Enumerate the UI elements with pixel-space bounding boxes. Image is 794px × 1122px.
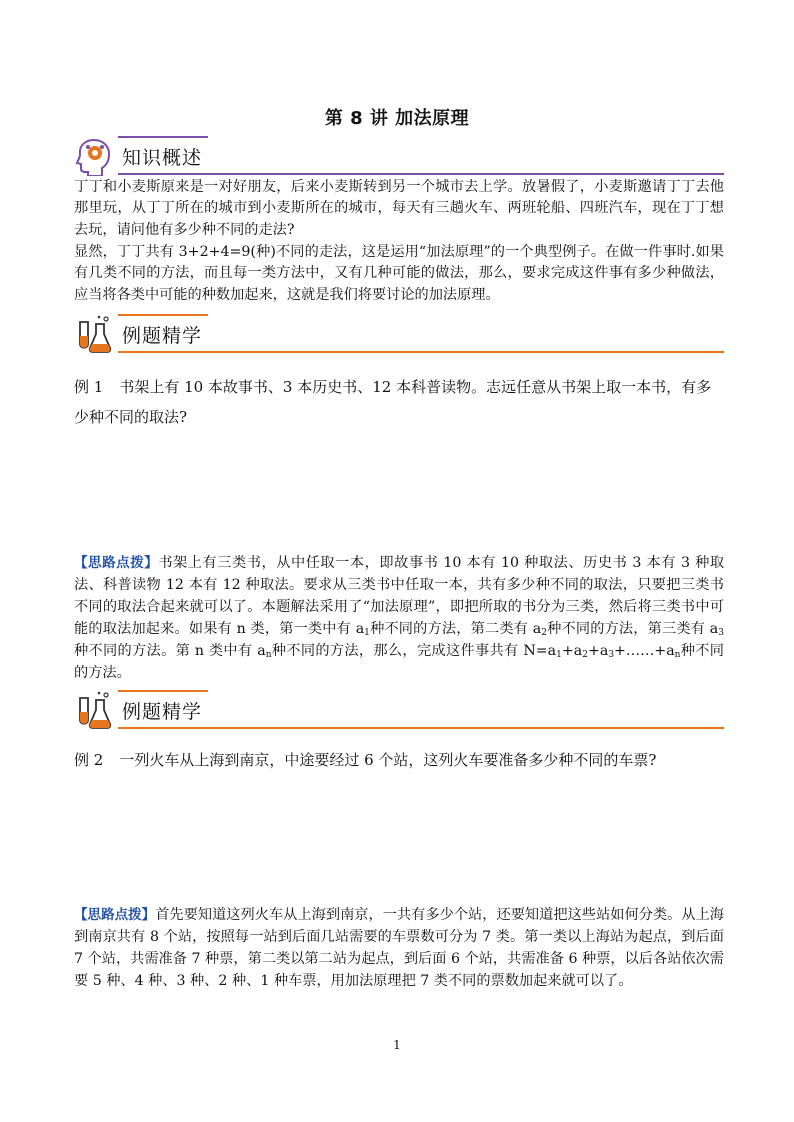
- example-number: 例 1: [74, 378, 104, 396]
- subscript: 1: [556, 650, 562, 660]
- section-label: 例题精学: [122, 325, 203, 347]
- lab-flask-icon: [74, 314, 112, 354]
- lab-flask-icon: [74, 690, 112, 730]
- hint-text: 种不同的方法，第三类有 a: [546, 621, 719, 637]
- brain-head-icon: [74, 136, 112, 176]
- hint-text: +a: [587, 643, 609, 659]
- subscript: 3: [718, 628, 724, 638]
- example-text: 书架上有 10 本故事书、3 本历史书、12 本科普读物。志远任意从书架上取一本书，有多少种不同的取法?: [74, 378, 712, 426]
- header-underline: [118, 351, 724, 353]
- hint-text: +a: [561, 643, 583, 659]
- hint-text: 种不同的方法。: [74, 643, 724, 681]
- hint-2: [74, 904, 724, 992]
- intro-paragraph-2: 显然，丁丁共有 3+2+4=9(种)不同的走法，这是运用“加法原理”的一个典型例子。在做一件事时.如果有几类不同的方法，而且每一类方法中，又有几种可能的做法，那么，要求完成这件事有多少种做法，应当将各类中可能的种数加起来，这就是我们将要讨论的加法原理。: [74, 244, 724, 303]
- hint-text: 种不同的方法。第 n 类中有 a: [74, 643, 266, 659]
- page-title: 第 8 讲 加法原理: [324, 108, 470, 129]
- subscript: 2: [582, 650, 588, 660]
- subscript: 3: [608, 650, 615, 660]
- section-label: 例题精学: [122, 701, 203, 723]
- header-top-line: [118, 136, 208, 138]
- header-underline: [118, 173, 724, 175]
- hint-text: 书架上有三类书，从中任取一本，即故事书 10 本有 10 种取法、历史书 3 本有 3 种取法、科普读物 12 本有 12 种取法。要求从三类书中任取一本，共有多少种不同的取法，只要把三类书不同的取法合起来就可以了。本题解法采用了“加法原理”，即把所取的书分为三类，然后将三类书中可能的取法加起来。如果有 n 类，第一类中有 a: [74, 555, 725, 637]
- section-label: 知识概述: [122, 147, 203, 169]
- intro-paragraph-1: 丁丁和小麦斯原来是一对好朋友，后来小麦斯转到另一个城市去上学。放暑假了，小麦斯邀请丁丁去他那里玩，从丁丁所在的城市到小麦斯所在的城市，每天有三趟火车、两班轮船、四班汽车，现在丁丁想去玩，请问他有多少种不同的走法?: [74, 179, 724, 238]
- header-underline: [118, 727, 724, 729]
- section-header-example-2: [74, 690, 724, 734]
- hint-tag: 【思路点拨】: [74, 555, 159, 571]
- example-number: 例 2: [74, 751, 104, 769]
- hint-text: +……+a: [614, 643, 675, 659]
- header-top-line: [118, 690, 208, 692]
- header-top-line: [118, 314, 208, 316]
- example-1: [74, 372, 724, 432]
- section-header-knowledge: [74, 136, 724, 180]
- subscript: n: [674, 650, 681, 660]
- page-number: 1: [393, 1038, 401, 1052]
- hint-1: [74, 552, 724, 684]
- hint-text: 种不同的方法，那么，完成这件事共有 N=a: [271, 643, 557, 659]
- section-header-example-1: [74, 314, 724, 358]
- hint-tag: 【思路点拨】: [74, 907, 156, 923]
- subscript: 1: [364, 628, 370, 638]
- hint-text: 种不同的方法，第二类有 a: [369, 621, 542, 637]
- hint-text: 首先要知道这列火车从上海到南京，一共有多少个站，还要知道把这些站如何分类。从上海到南京共有 8 个站，按照每一站到后面几站需要的车票数可分为 7 类。第一类以上海站为起点，到后面 7 个站，共需准备 7 种票，第二类以第二站为起点，到后面 6 个站，共需准备 6 种票，以后各站依次需要 5 种、4 种、3 种、2 种、1 种车票，用加法原理把 7 类不同的票数加起来就可以了。: [74, 907, 724, 989]
- subscript: 2: [541, 628, 547, 638]
- example-text: 一列火车从上海到南京，中途要经过 6 个站，这列火车要准备多少种不同的车票?: [119, 751, 657, 769]
- example-2: [74, 745, 724, 775]
- subscript: n: [265, 650, 272, 660]
